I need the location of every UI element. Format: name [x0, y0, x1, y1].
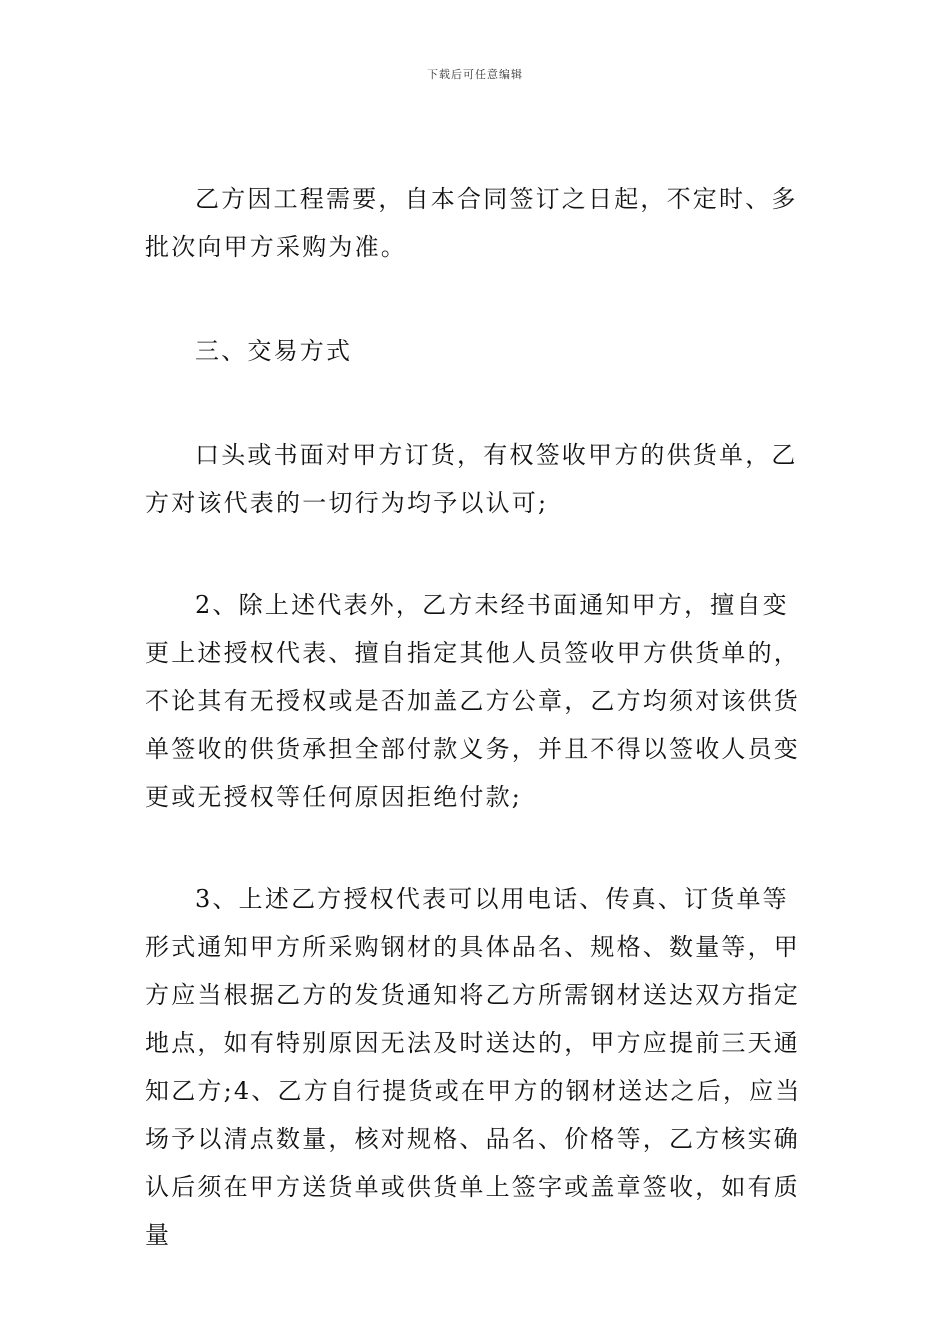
page-header-note: 下载后可任意编辑 [427, 68, 523, 81]
section-heading-transaction-method: 三、交易方式 [195, 337, 353, 365]
paragraph-purchase-terms: 乙方因工程需要，自本合同签订之日起，不定时、多批次向甲方采购为准。 [145, 185, 798, 261]
document-body [145, 175, 810, 1259]
paragraph-order-authority: 口头或书面对甲方订货，有权签收甲方的供货单，乙方对该代表的一切行为均予以认可; [145, 441, 798, 517]
paragraph-clause-2: 2、除上述代表外，乙方未经书面通知甲方，擅自变更上述授权代表、擅自指定其他人员签收甲方供货单的，不论其有无授权或是否加盖乙方公章，乙方均须对该供货单签收的供货承担全部付款义务，并且不得以签收人员变更或无授权等任何原因拒绝付款; [145, 591, 800, 811]
paragraph-clause-3-4: 3、上述乙方授权代表可以用电话、传真、订货单等形式通知甲方所采购钢材的具体品名、规格、数量等，甲方应当根据乙方的发货通知将乙方所需钢材送达双方指定地点，如有特别原因无法及时送达的，甲方应提前三天通知乙方;4、乙方自行提货或在甲方的钢材送达之后，应当场予以清点数量，核对规格、品名、价格等，乙方核实确认后须在甲方送货单或供货单上签字或盖章签收，如有质量 [145, 885, 802, 1249]
